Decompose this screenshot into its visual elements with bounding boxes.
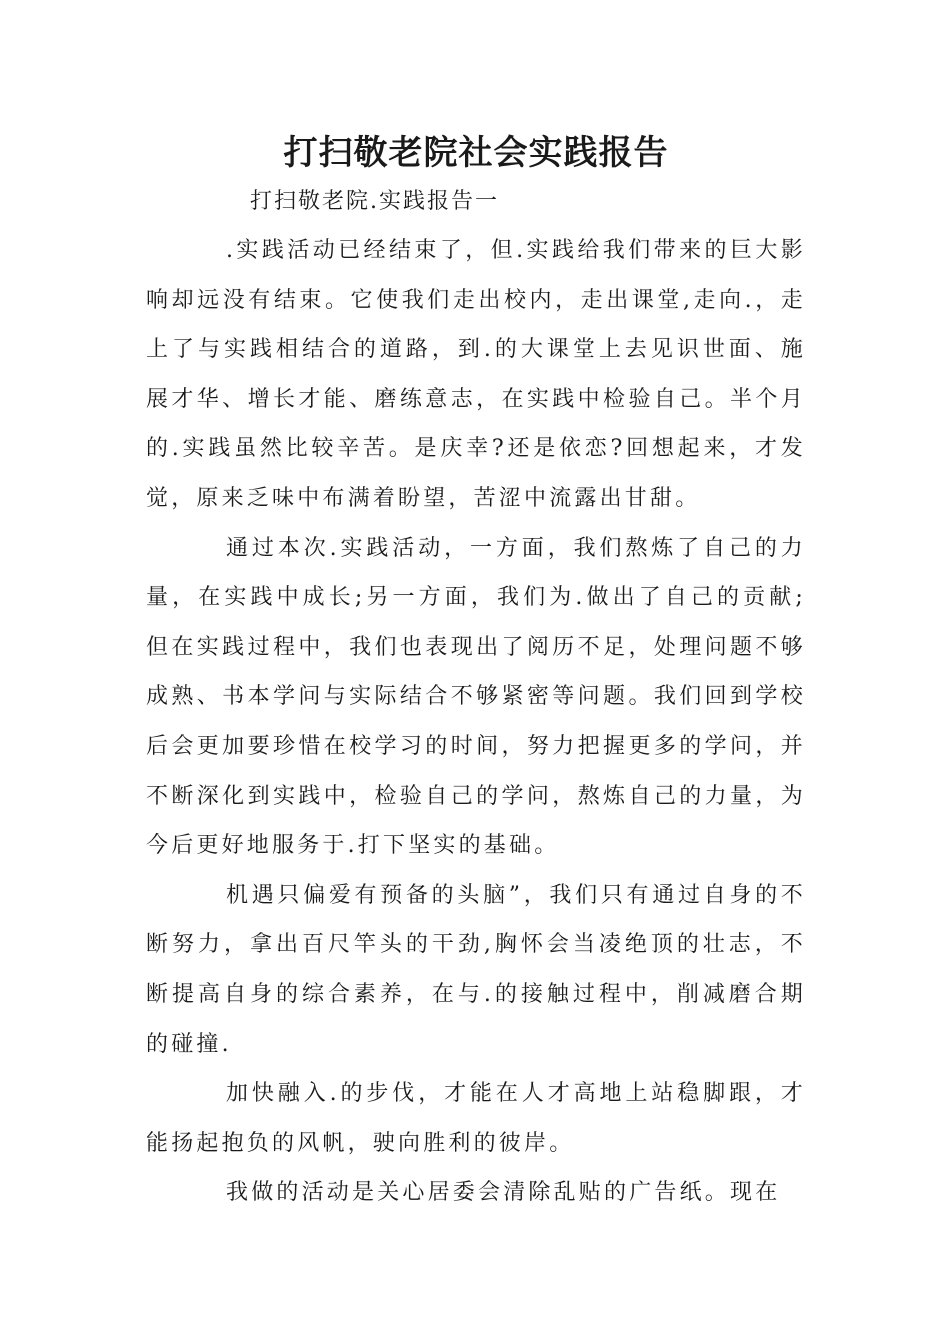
document-subtitle: 打扫敬老院.实践报告一 — [250, 189, 499, 214]
paragraph-2: 通过本次.实践活动，一方面，我们熬炼了自己的力量，在实践中成长;另一方面，我们为.做出了自己的贡献;但在实践过程中，我们也表现出了阅历不足，处理问题不够成熟、书本学问与实际结合不够紧密等问题。我们回到学校后会更加要珍惜在校学习的时间，努力把握更多的学问，并不断深化到实践中，检验自己的学问，熬炼自己的力量，为今后更好地服务于.打下坚实的基础。 — [146, 535, 806, 859]
paragraph-4: 加快融入.的步伐，才能在人才高地上站稳脚跟，才能扬起抱负的风帆，驶向胜利的彼岸。 — [146, 1081, 806, 1156]
paragraph-1: .实践活动已经结束了，但.实践给我们带来的巨大影响却远没有结束。它使我们走出校内，走出课堂,走向.，走上了与实践相结合的道路，到.的大课堂上去见识世面、施展才华、增长才能、磨练意志，在实践中检验自己。半个月的.实践虽然比较辛苦。是庆幸?还是依恋?回想起来，才发觉，原来乏味中布满着盼望，苦涩中流露出甘甜。 — [146, 238, 806, 511]
document-page — [146, 128, 806, 1218]
paragraph-3: 机遇只偏爱有预备的头脑”，我们只有通过自身的不断努力，拿出百尺竿头的干劲,胸怀会当凌绝顶的壮志，不断提高自身的综合素养，在与.的接触过程中，削减磨合期的碰撞. — [146, 882, 806, 1057]
document-title: 打扫敬老院社会实践报告 — [283, 133, 669, 173]
paragraph-5: 我做的活动是关心居委会清除乱贴的广告纸。现在 — [226, 1180, 781, 1206]
